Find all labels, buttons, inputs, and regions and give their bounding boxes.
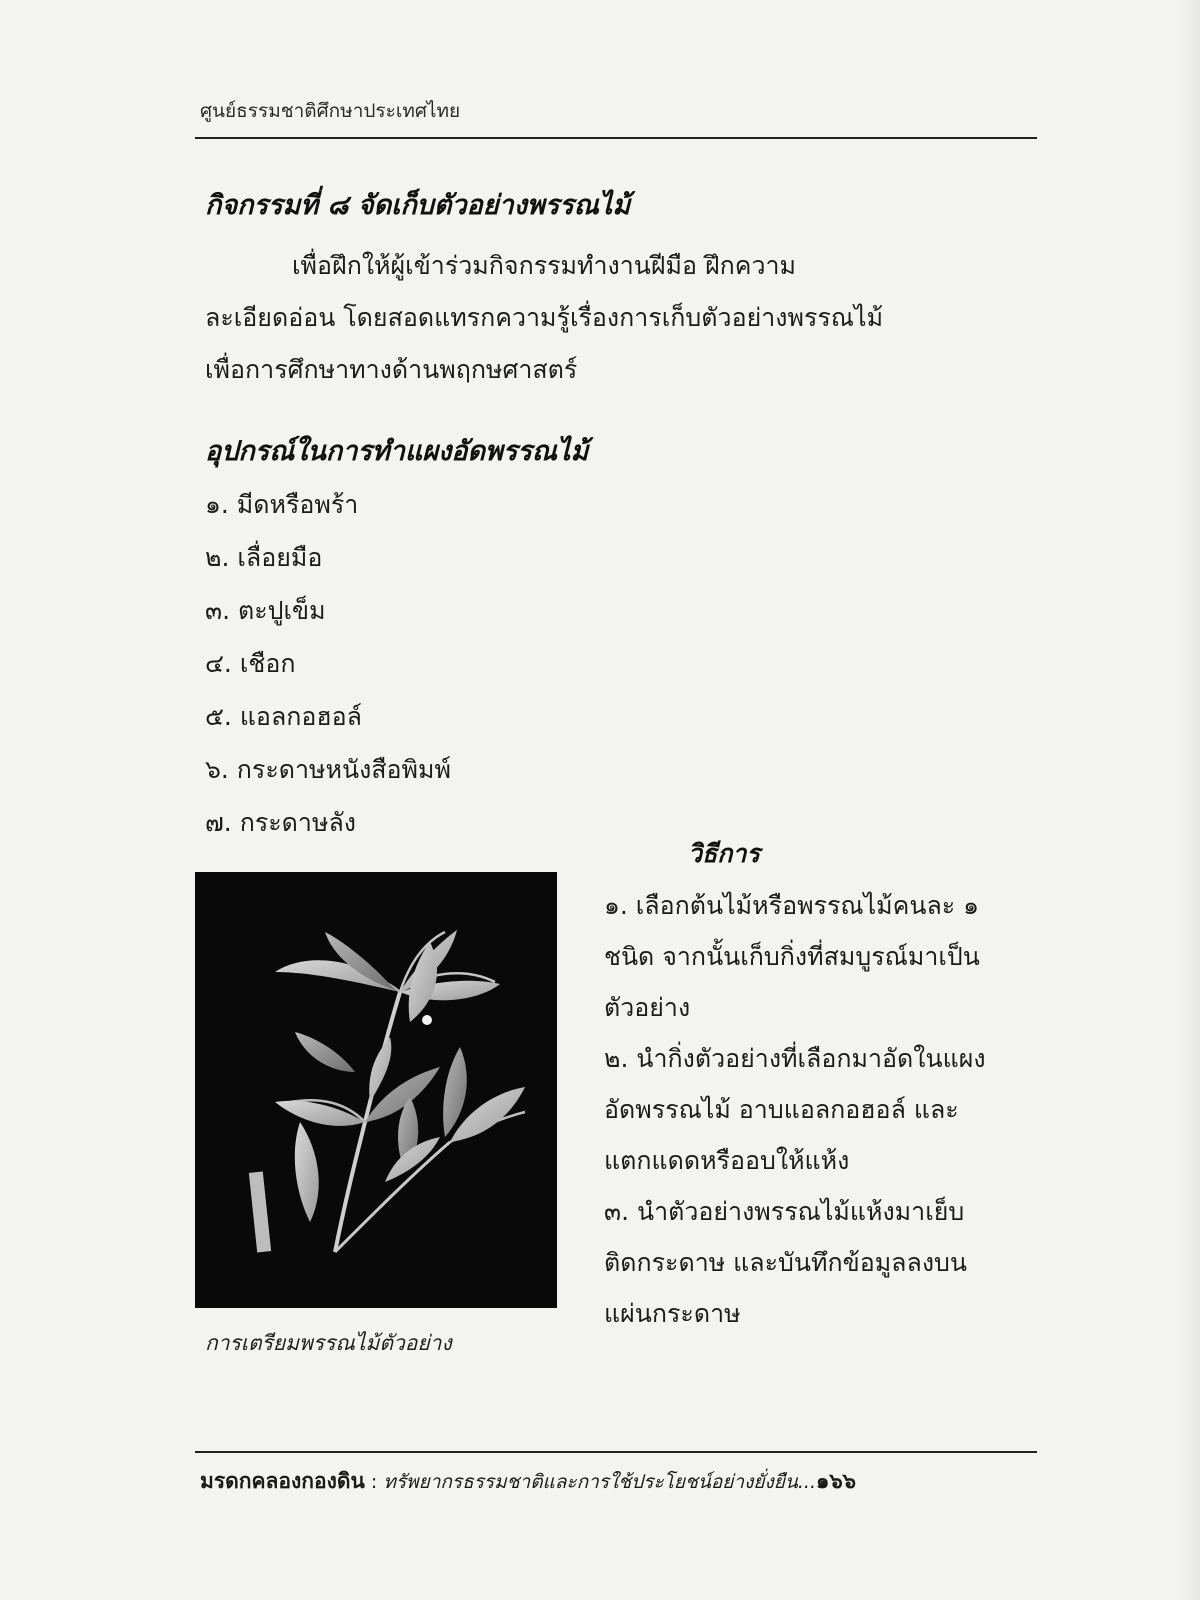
method-line: แตกแดดหรืออบให้แห้ง — [604, 1146, 850, 1175]
material-item: ๓. ตะปูเข็ม — [205, 596, 326, 625]
pressed-plant-specimen-icon — [195, 872, 557, 1308]
method-line: ๑. เลือกต้นไม้หรือพรรณไม้คนละ ๑ — [604, 891, 980, 920]
page-edge-shadow — [1178, 0, 1200, 1600]
page-number: ๑๖๖ — [816, 1469, 857, 1493]
footer-separator: : — [364, 1471, 384, 1493]
activity-intro — [205, 240, 1005, 396]
method-line: แผ่นกระดาษ — [604, 1299, 741, 1328]
method-line: ๓. นำตัวอย่างพรรณไม้แห้งมาเย็บ — [604, 1197, 965, 1226]
activity-title: กิจกรรมที่ ๘ จัดเก็บตัวอย่างพรรณไม้ — [205, 190, 631, 221]
method-line: ตัวอย่าง — [604, 993, 691, 1022]
method-line: ๒. นำกิ่งตัวอย่างที่เลือกมาอัดในแผง — [604, 1044, 986, 1073]
footer-book-title: มรดกคลองกองดิน — [200, 1469, 365, 1493]
method-title: วิธีการ — [688, 839, 760, 868]
figure-caption: การเตรียมพรรณไม้ตัวอย่าง — [205, 1331, 452, 1355]
method-line: อัดพรรณไม้ อาบแอลกอฮอล์ และ — [604, 1095, 959, 1124]
footer-subtitle: ทรัพยากรธรรมชาติและการใช้ประโยชน์อย่างยั่งยืน... — [383, 1471, 817, 1493]
method-line: ติดกระดาษ และบันทึกข้อมูลลงบน — [604, 1248, 967, 1277]
material-item: ๕. แอลกอฮอล์ — [205, 702, 363, 731]
material-item: ๔. เชือก — [205, 649, 296, 678]
running-header: ศูนย์ธรรมชาติศึกษาประเทศไทย — [200, 100, 461, 122]
header-rule — [195, 137, 1037, 139]
intro-line: ละเอียดอ่อน โดยสอดแทรกความรู้เรื่องการเก็บตัวอย่างพรรณไม้ — [205, 303, 884, 332]
method-steps — [604, 880, 1024, 1339]
method-line: ชนิด จากนั้นเก็บกิ่งที่สมบูรณ์มาเป็น — [604, 942, 980, 971]
page-footer — [200, 1465, 856, 1498]
materials-list — [205, 478, 451, 849]
specimen-photo — [195, 872, 557, 1308]
material-item: ๗. กระดาษลัง — [205, 808, 356, 837]
materials-title: อุปกรณ์ในการทำแผงอัดพรรณไม้ — [205, 436, 589, 467]
intro-line: เพื่อการศึกษาทางด้านพฤกษศาสตร์ — [205, 355, 578, 384]
intro-line: เพื่อฝึกให้ผู้เข้าร่วมกิจกรรมทำงานฝีมือ ฝึกความ — [292, 251, 797, 280]
material-item: ๑. มีดหรือพร้า — [205, 490, 359, 519]
material-item: ๒. เลื่อยมือ — [205, 543, 323, 572]
footer-rule — [195, 1451, 1037, 1453]
material-item: ๖. กระดาษหนังสือพิมพ์ — [205, 755, 451, 784]
